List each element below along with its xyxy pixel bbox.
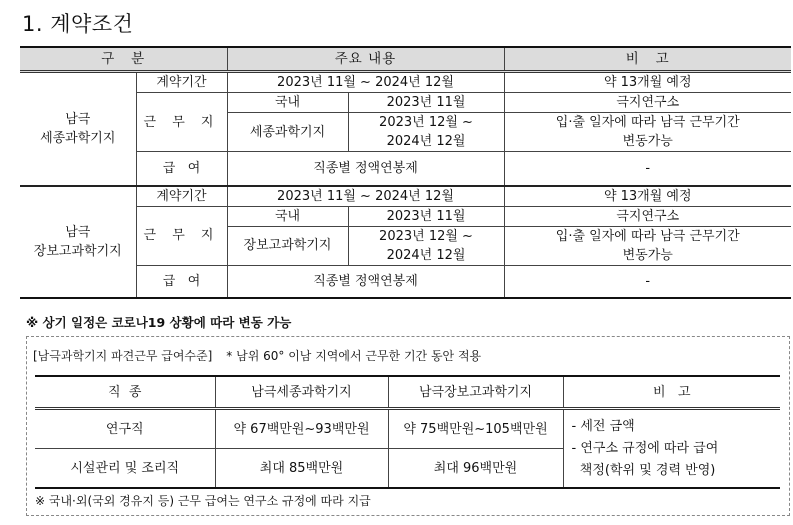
pay-level-table [35,375,780,489]
site-name-sejong: 남극 세종과학기지 [20,72,136,186]
domestic-note: 극지연구소 [504,206,791,226]
domestic-date: 2023년 11월 [348,93,504,113]
jangbogo-pay-cell: 최대 96백만원 [388,449,563,489]
table-row [20,93,791,113]
contract-conditions-table [20,46,791,299]
pay-header-job: 직 종 [35,376,215,409]
site-name-jangbogo: 남극 장보고과학기지 [20,186,136,299]
pay-header-remarks: 비 고 [563,376,780,409]
pay-box-subtitle: * 남위 60° 이남 지역에서 근무한 기간 동안 적용 [226,349,482,363]
table-header-row [20,47,791,72]
domestic-label: 국내 [227,93,348,113]
jangbogo-pay-cell: 약 75백만원~105백만원 [388,409,563,449]
pay-header-jangbogo: 남극장보고과학기지 [388,376,563,409]
period-value: 2023년 11월 ~ 2024년 12월 [227,186,504,207]
salary-note: - [504,265,791,298]
period-label: 계약기간 [136,72,227,93]
station-note: 입·출 일자에 따라 남극 근무기간 변동가능 [504,113,791,152]
table-row [20,206,791,226]
period-note: 약 13개월 예정 [504,186,791,207]
period-note: 약 13개월 예정 [504,72,791,93]
pay-level-box [26,336,790,516]
station-note: 입·출 일자에 따라 남극 근무기간 변동가능 [504,226,791,265]
period-value: 2023년 11월 ~ 2024년 12월 [227,72,504,93]
station-label: 세종과학기지 [227,113,348,152]
header-remarks: 비 고 [504,47,791,72]
domestic-label: 국내 [227,206,348,226]
domestic-note: 극지연구소 [504,93,791,113]
header-category: 구 분 [20,47,227,72]
salary-value: 직종별 정액연봉제 [227,152,504,186]
table-row [20,186,791,207]
table-row [35,409,780,449]
station-date: 2023년 12월 ~ 2024년 12월 [348,113,504,152]
pay-box-title-line [33,347,481,364]
station-label: 장보고과학기지 [227,226,348,265]
table-row [20,152,791,186]
pay-box-title: [남극과학기지 파견근무 급여수준] [33,349,213,363]
job-cell: 시설관리 및 조리직 [35,449,215,489]
workplace-label: 근 무 지 [136,93,227,152]
page-heading: 1. 계약조건 [22,12,134,36]
table-row [20,72,791,93]
header-main-content: 주요 내용 [227,47,504,72]
pay-footnote: ※ 국내·외(국외 경유지 등) 근무 급여는 연구소 규정에 따라 지급 [35,494,371,508]
salary-note: - [504,152,791,186]
pay-header-sejong: 남극세종과학기지 [215,376,388,409]
covid-note: ※ 상기 일정은 코로나19 상황에 따라 변동 가능 [26,315,292,330]
workplace-label: 근 무 지 [136,206,227,265]
pay-remarks: - 세전 금액 - 연구소 규정에 따라 급여 책정(학위 및 경력 반영) [563,409,780,489]
period-label: 계약기간 [136,186,227,207]
sejong-pay-cell: 최대 85백만원 [215,449,388,489]
salary-label: 급 여 [136,152,227,186]
domestic-date: 2023년 11월 [348,206,504,226]
salary-label: 급 여 [136,265,227,298]
sejong-pay-cell: 약 67백만원~93백만원 [215,409,388,449]
pay-header-row [35,376,780,409]
station-date: 2023년 12월 ~ 2024년 12월 [348,226,504,265]
job-cell: 연구직 [35,409,215,449]
table-row [20,265,791,298]
salary-value: 직종별 정액연봉제 [227,265,504,298]
